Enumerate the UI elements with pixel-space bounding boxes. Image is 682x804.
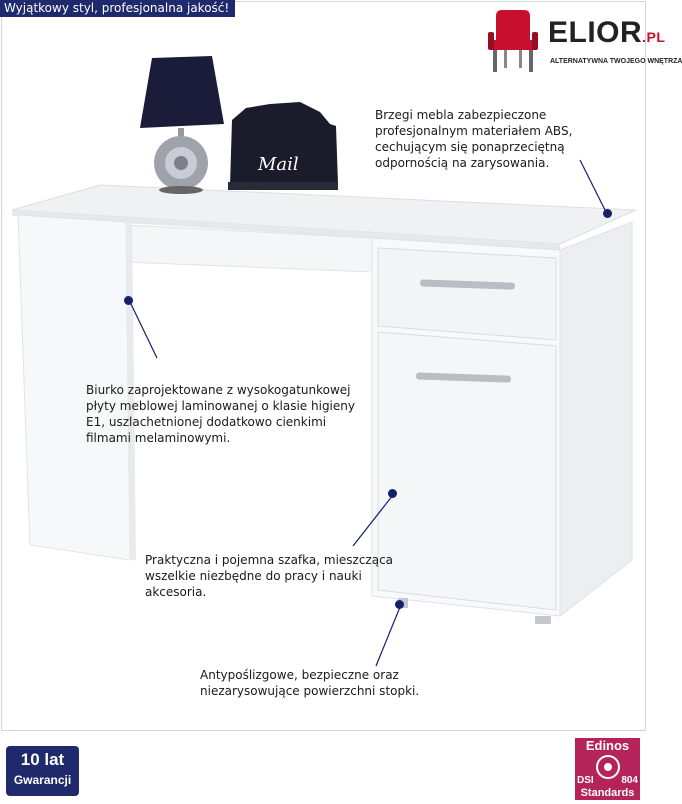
edinos-standards: Standards	[580, 787, 635, 799]
tagline-banner: Wyjątkowy styl, profesjonalna jakość!	[0, 0, 235, 17]
warranty-badge	[6, 746, 79, 796]
note-cabinet: Praktyczna i pojemna szafka, mieszcząca wszelkie niezbędne do pracy i nauki akcesoria.	[145, 553, 394, 599]
note-edges: Brzegi mebla zabezpieczone profesjonalnym materiałem ABS, cechującym się ponaprzeciętną odpornością na zarysowania.	[375, 108, 573, 170]
marker-feet	[395, 600, 404, 609]
marker-cabinet	[388, 489, 397, 498]
edinos-seal-icon	[595, 754, 621, 780]
warranty-label: Gwarancji	[13, 773, 72, 787]
warranty-number: 10 lat	[20, 750, 65, 769]
logo-wordmark: ELIOR.PL	[548, 16, 666, 49]
logo-subtitle: ALTERNATYWNA TWOJEGO WNĘTRZA	[550, 58, 682, 65]
edinos-badge	[575, 738, 640, 800]
edinos-title: Edinos	[585, 738, 630, 753]
note-feet: Antypoślizgowe, bezpieczne oraz niezarysowujące powierzchni stopki.	[200, 668, 420, 698]
edinos-dsi: DSI	[577, 775, 594, 786]
note-board: Biurko zaprojektowane z wysokogatunkowej płyty meblowej laminowanej o klasie higieny E1, uszlachetnionej dodatkowo cienkimi filmami melaminowymi.	[86, 383, 355, 445]
marker-edges	[603, 209, 612, 218]
marker-board	[124, 296, 133, 305]
mail-label: Mail	[258, 154, 299, 175]
edinos-number: 804	[621, 775, 638, 786]
